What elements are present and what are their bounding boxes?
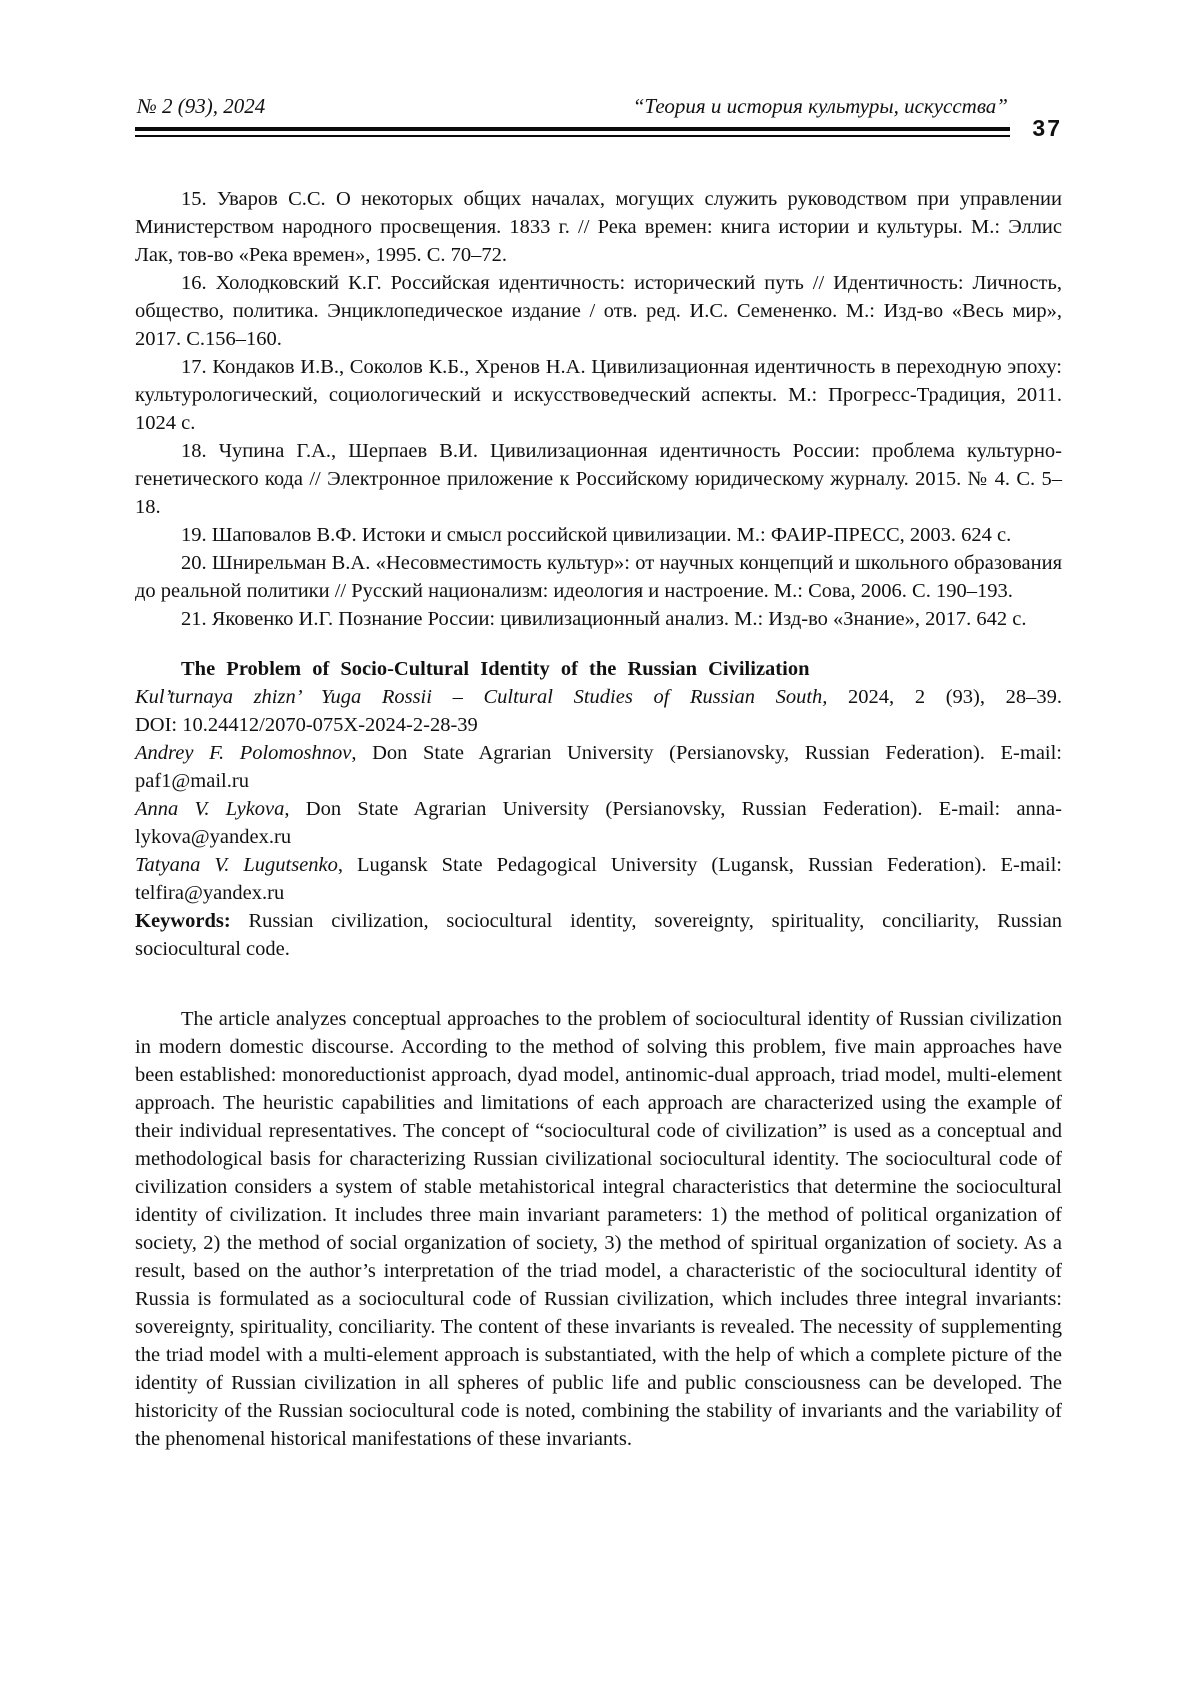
keywords-text: Russian civilization, sociocultural identity, sovereignty, spirituality, conciliarity, Russian sociocultural code. xyxy=(135,910,1062,960)
author-affiliation: , Don State Agrarian University (Persianovsky, Russian Federation). E-mail: paf1@mail.ru xyxy=(135,742,1063,792)
reference-item: 21. Яковенко И.Г. Познание России: цивилизационный анализ. М.: Изд-во «Знание», 2017. 642 с. xyxy=(181,608,1027,630)
article-title-en: The Problem of Socio-Cultural Identity of the Russian Civilization xyxy=(181,658,810,680)
citation-source: Kul’turnaya zhizn’ Yuga Rossii – Cultural Studies of Russian South, xyxy=(135,686,828,708)
reference-item: 19. Шаповалов В.Ф. Истоки и смысл российской цивилизации. М.: ФАИР-ПРЕСС, 2003. 624 с. xyxy=(181,524,1012,546)
abstract-paragraph: The article analyzes conceptual approaches to the problem of sociocultural identity of Russian civilization in modern domestic discourse. According to the method of solving this problem, five main approaches have been established: monoreductionist approach, dyad model, antinomic-dual approach, triad model, multi-element approach. The heuristic capabilities and limitations of each approach are characterized using the example of their individual representatives. The concept of “sociocultural code of civilization” is used as a conceptual and methodological basis for characterizing Russian civilizational sociocultural identity. The sociocultural code of civilization considers a system of stable metahistorical integral characteristics that determine the sociocultural identity of civilization. It includes three main invariant parameters: 1) the method of political organization of society, 2) the method of social organization of society, 3) the method of spiritual organization of society. As a result, based on the author’s interpretation of the triad model, a characteristic of the sociocultural identity of Russia is formulated as a sociocultural code of Russian civilization, which includes three integral invariants: sovereignty, spirituality, conciliarity. The content of these invariants is revealed. The necessity of supplementing the triad model with a multi-element approach is substantiated, with the help of which a complete picture of the identity of Russian civilization in all spheres of public life and public consciousness can be developed. The historicity of the Russian sociocultural code is noted, combining the stability of invariants and the variability of the phenomenal historical manifestations of these invariants. xyxy=(135,1008,1062,1450)
page-body xyxy=(135,185,1062,1453)
page-number: 37 xyxy=(1032,115,1062,141)
citation-line xyxy=(135,683,1062,711)
article-info xyxy=(135,655,1062,963)
header-rule xyxy=(135,127,1010,137)
author-line xyxy=(135,795,1062,851)
header-main xyxy=(135,92,1010,137)
citation-issue-pages: 2024, 2 (93), 28–39. xyxy=(827,686,1062,708)
reference-item: 15. Уваров С.С. О некоторых общих началах, могущих служить руководством при управлении Министерством народного просвещения. 1833 г. // Река времен: книга истории и культуры. М.: Эллис Лак, тов-во «Река времен», 1995. С. 70–72. xyxy=(135,188,1062,266)
issue-label: № 2 (93), 2024 xyxy=(137,94,266,118)
author-name: Andrey F. Polomoshnov xyxy=(135,742,352,764)
author-line xyxy=(135,851,1062,907)
author-affiliation: , Lugansk State Pedagogical University (Lugansk, Russian Federation). E-mail: telfira@yandex.ru xyxy=(135,854,1062,904)
doi-line: DOI: 10.24412/2070-075X-2024-2-28-39 xyxy=(135,714,478,736)
abstract-section xyxy=(135,1005,1062,1453)
reference-item: 18. Чупина Г.А., Шерпаев В.И. Цивилизационная идентичность России: проблема культурно-генетического кода // Электронное приложение к Российскому юридическому журналу. 2015. № 4. С. 5–18. xyxy=(135,440,1062,518)
keywords-line xyxy=(135,907,1062,963)
keywords-label: Keywords: xyxy=(135,910,231,932)
reference-item: 16. Холодковский К.Г. Российская идентичность: исторический путь // Идентичность: Личность, общество, политика. Энциклопедическое издание / отв. ред. И.С. Семененко. М.: Изд-во «Весь мир», 2017. С.156–160. xyxy=(135,272,1062,350)
references-list xyxy=(135,185,1062,633)
author-line xyxy=(135,739,1062,795)
running-head xyxy=(135,92,1010,120)
author-name: Tatyana V. Lugutsenko xyxy=(135,854,338,876)
page-header xyxy=(135,92,1062,141)
reference-item: 17. Кондаков И.В., Соколов К.Б., Хренов Н.А. Цивилизационная идентичность в переходную эпоху: культурологический, социологический и искусствоведческий аспекты. М.: Прогресс-Традиция, 2011. 1024 с. xyxy=(135,356,1062,434)
author-affiliation: , Don State Agrarian University (Persianovsky, Russian Federation). E-mail: anna-lykova@yandex.ru xyxy=(135,798,1062,848)
author-name: Anna V. Lykova xyxy=(135,798,285,820)
journal-title: “Теория и история культуры, искусства” xyxy=(632,94,1008,118)
reference-item: 20. Шнирельман В.А. «Несовместимость культур»: от научных концепций и школьного образования до реальной политики // Русский национализм: идеология и настроение. М.: Сова, 2006. С. 190–193. xyxy=(135,552,1062,602)
